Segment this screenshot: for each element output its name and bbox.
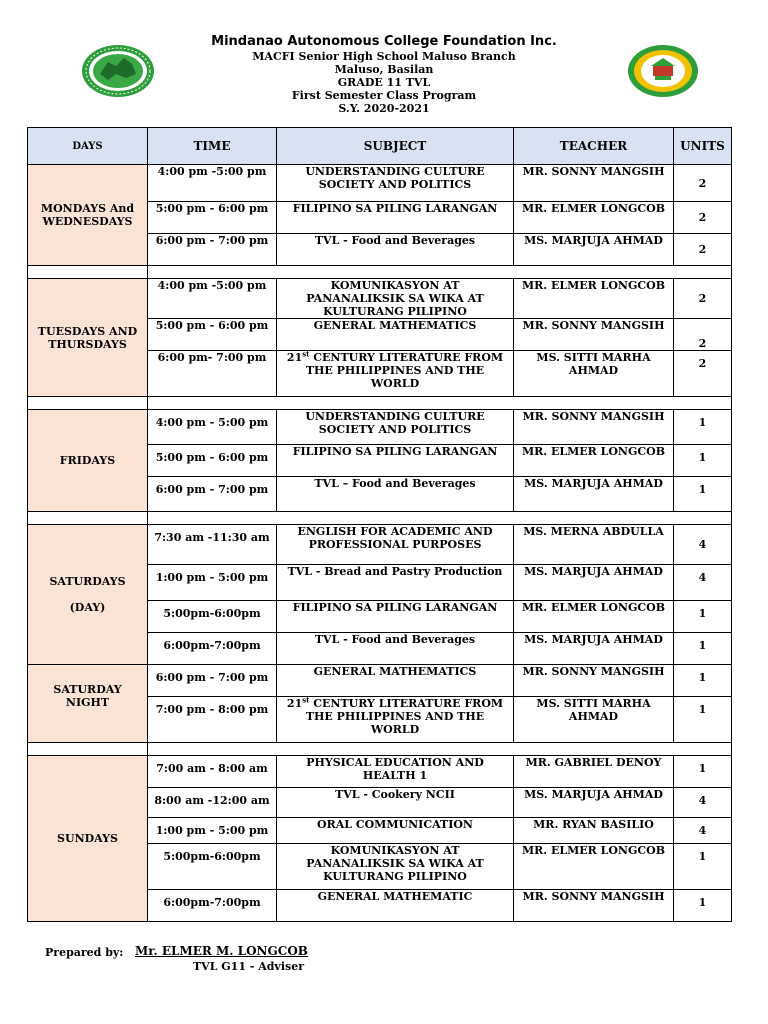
day-sublabel: (DAY) — [69, 601, 106, 614]
teacher-cell: MS. MARJUJA AHMAD — [514, 633, 674, 665]
time-cell: 7:00 pm - 8:00 pm — [148, 697, 277, 743]
time-cell: 7:30 am -11:30 am — [148, 525, 277, 565]
time-cell: 6:00 pm - 7:00 pm — [148, 477, 277, 512]
units-cell: 2 — [674, 279, 732, 319]
units-cell: 2 — [674, 319, 732, 351]
table-row — [28, 410, 732, 445]
units-cell: 2 — [674, 165, 732, 202]
time-cell: 6:00 pm - 7:00 pm — [148, 665, 277, 697]
time-cell: 5:00pm-6:00pm — [148, 601, 277, 633]
teacher-cell: MS. SITTI MARHA AHMAD — [514, 697, 674, 743]
class-schedule-table — [27, 127, 732, 922]
time-cell: 4:00 pm - 5:00 pm — [148, 410, 277, 445]
subject-cell: GENERAL MATHEMATIC — [277, 890, 514, 922]
units-cell: 2 — [674, 202, 732, 234]
time-cell: 7:00 am - 8:00 am — [148, 756, 277, 788]
org-name: Mindanao Autonomous College Foundation Inc. — [211, 34, 557, 49]
subject-cell: FILIPINO SA PILING LARANGAN — [277, 601, 514, 633]
time-cell: 1:00 pm - 5:00 pm — [148, 565, 277, 601]
time-cell: 8:00 am -12:00 am — [148, 788, 277, 818]
header-days: DAYS — [28, 128, 148, 165]
time-cell: 5:00 pm - 6:00 pm — [148, 319, 277, 351]
time-cell: 6:00 pm - 7:00 pm — [148, 234, 277, 266]
subject-cell: TVL - Bread and Pastry Production — [277, 565, 514, 601]
units-cell: 1 — [674, 697, 732, 743]
units-cell: 1 — [674, 665, 732, 697]
school-year: S.Y. 2020-2021 — [338, 102, 430, 115]
time-cell: 5:00pm-6:00pm — [148, 844, 277, 890]
units-cell: 4 — [674, 788, 732, 818]
subject-cell: GENERAL MATHEMATICS — [277, 319, 514, 351]
units-cell: 2 — [674, 234, 732, 266]
location: Maluso, Basilan — [334, 63, 434, 76]
day-cell: SATURDAY NIGHT — [28, 665, 148, 743]
subject-cell: TVL - Food and Beverages — [277, 633, 514, 665]
teacher-cell: MS. MARJUJA AHMAD — [514, 788, 674, 818]
spacer-row — [28, 397, 732, 410]
teacher-cell: MS. SITTI MARHA AHMAD — [514, 351, 674, 397]
teacher-cell: MR. RYAN BASILIO — [514, 818, 674, 844]
units-cell: 4 — [674, 525, 732, 565]
teacher-cell: MR. SONNY MANGSIH — [514, 410, 674, 445]
branch-name: MACFI Senior High School Maluso Branch — [252, 50, 516, 63]
adviser-role: TVL G11 - Adviser — [193, 960, 304, 973]
time-cell: 5:00 pm - 6:00 pm — [148, 202, 277, 234]
day-cell: SUNDAYS — [28, 756, 148, 922]
units-cell: 1 — [674, 410, 732, 445]
header-teacher: TEACHER — [514, 128, 674, 165]
grade-level: GRADE 11 TVL — [337, 76, 431, 89]
spacer-row — [28, 512, 732, 525]
subject-cell: UNDERSTANDING CULTURE SOCIETY AND POLITICS — [277, 165, 514, 202]
teacher-cell: MR. SONNY MANGSIH — [514, 319, 674, 351]
program-title: First Semester Class Program — [291, 89, 477, 102]
subject-cell: FILIPINO SA PILING LARANGAN — [277, 202, 514, 234]
adviser-name: Mr. ELMER M. LONGCOB — [135, 944, 308, 958]
teacher-cell: MR. ELMER LONGCOB — [514, 844, 674, 890]
teacher-cell: MR. ELMER LONGCOB — [514, 202, 674, 234]
subject-cell: PHYSICAL EDUCATION AND HEALTH 1 — [277, 756, 514, 788]
teacher-cell: MS. MARJUJA AHMAD — [514, 477, 674, 512]
subject-cell: 21st CENTURY LITERATURE FROM THE PHILIPPINES AND THE WORLD — [277, 697, 514, 743]
school-seal-right-logo — [625, 44, 701, 98]
table-header-row — [28, 128, 732, 165]
subject-cell: KOMUNIKASYON AT PANANALIKSIK SA WIKA AT KULTURANG PILIPINO — [277, 279, 514, 319]
spacer-row — [28, 743, 732, 756]
header-subject: SUBJECT — [277, 128, 514, 165]
teacher-cell: MR. ELMER LONGCOB — [514, 445, 674, 477]
day-cell: TUESDAYS AND THURSDAYS — [28, 279, 148, 397]
time-cell: 4:00 pm -5:00 pm — [148, 165, 277, 202]
units-cell: 1 — [674, 633, 732, 665]
table-row — [28, 665, 732, 697]
spacer-row — [28, 266, 732, 279]
time-cell: 4:00 pm -5:00 pm — [148, 279, 277, 319]
school-seal-left-logo — [80, 44, 156, 98]
time-cell: 1:00 pm - 5:00 pm — [148, 818, 277, 844]
time-cell: 6:00pm-7:00pm — [148, 890, 277, 922]
units-cell: 2 — [674, 351, 732, 397]
day-label: SATURDAYS — [49, 575, 126, 588]
teacher-cell: MS. MARJUJA AHMAD — [514, 234, 674, 266]
subject-cell: GENERAL MATHEMATICS — [277, 665, 514, 697]
teacher-cell: MS. MERNA ABDULLA — [514, 525, 674, 565]
units-cell: 1 — [674, 601, 732, 633]
teacher-cell: MR. GABRIEL DENOY — [514, 756, 674, 788]
day-cell — [28, 525, 148, 665]
teacher-cell: MR. ELMER LONGCOB — [514, 279, 674, 319]
teacher-cell: MR. SONNY MANGSIH — [514, 165, 674, 202]
header-units: UNITS — [674, 128, 732, 165]
units-cell: 4 — [674, 565, 732, 601]
teacher-cell: MR. ELMER LONGCOB — [514, 601, 674, 633]
units-cell: 1 — [674, 445, 732, 477]
header-time: TIME — [148, 128, 277, 165]
day-cell: MONDAYS And WEDNESDAYS — [28, 165, 148, 266]
teacher-cell: MR. SONNY MANGSIH — [514, 665, 674, 697]
subject-cell: KOMUNIKASYON AT PANANALIKSIK SA WIKA AT KULTURANG PILIPINO — [277, 844, 514, 890]
teacher-cell: MR. SONNY MANGSIH — [514, 890, 674, 922]
time-cell: 6:00pm-7:00pm — [148, 633, 277, 665]
subject-cell: TVL - Cookery NCII — [277, 788, 514, 818]
subject-cell: FILIPINO SA PILING LARANGAN — [277, 445, 514, 477]
day-cell: FRIDAYS — [28, 410, 148, 512]
subject-cell: TVL – Food and Beverages — [277, 477, 514, 512]
subject-cell: ORAL COMMUNICATION — [277, 818, 514, 844]
table-row — [28, 279, 732, 319]
units-cell: 1 — [674, 477, 732, 512]
table-row — [28, 525, 732, 565]
table-row — [28, 165, 732, 202]
subject-cell: TVL - Food and Beverages — [277, 234, 514, 266]
time-cell: 5:00 pm - 6:00 pm — [148, 445, 277, 477]
time-cell: 6:00 pm- 7:00 pm — [148, 351, 277, 397]
units-cell: 1 — [674, 890, 732, 922]
subject-cell: 21st CENTURY LITERATURE FROM THE PHILIPPINES AND THE WORLD — [277, 351, 514, 397]
units-cell: 4 — [674, 818, 732, 844]
table-row — [28, 756, 732, 788]
units-cell: 1 — [674, 756, 732, 788]
subject-cell: ENGLISH FOR ACADEMIC AND PROFESSIONAL PURPOSES — [277, 525, 514, 565]
teacher-cell: MS. MARJUJA AHMAD — [514, 565, 674, 601]
subject-cell: UNDERSTANDING CULTURE SOCIETY AND POLITICS — [277, 410, 514, 445]
prepared-by-label: Prepared by: — [45, 946, 124, 959]
units-cell: 1 — [674, 844, 732, 890]
